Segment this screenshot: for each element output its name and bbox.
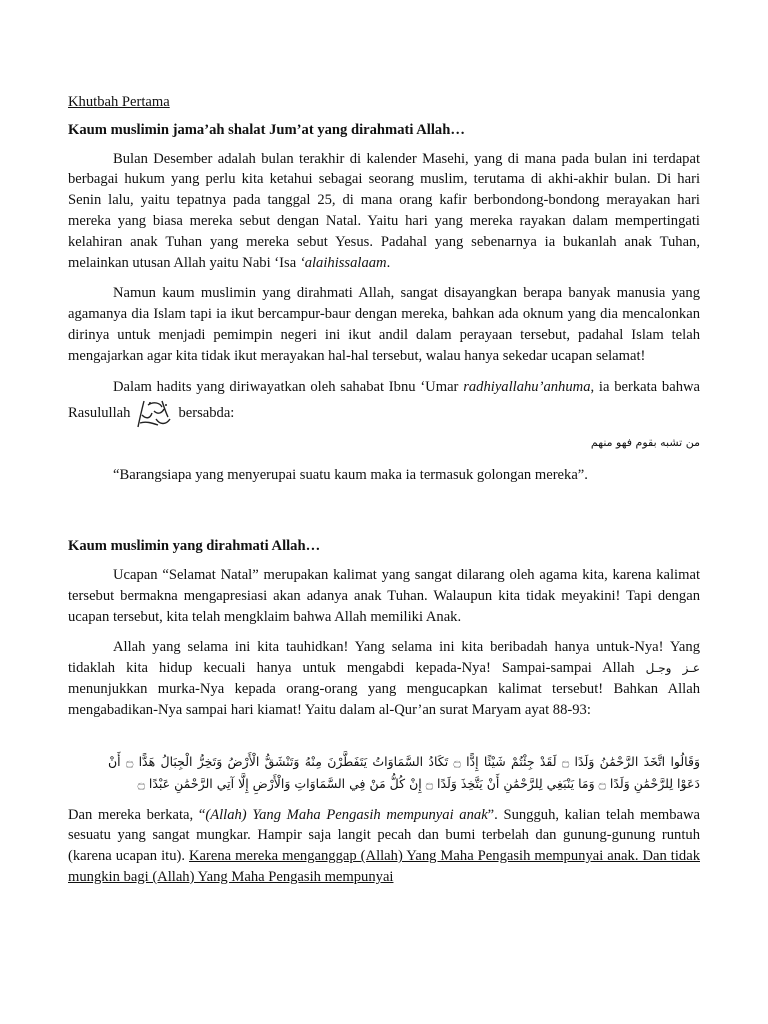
- paragraph-namun: Namun kaum muslimin yang dirahmati Allah, sangat disayangkan berapa banyak manusia yang agamanya dia Islam tapi ia ikut bercampur-baur dengan mereka, bahkan ada oknum yang dia mencalonkan dirinya untuk menjadi pemimpin negeri ini ikut andil dalam perayaan tersebut, padahal Islam telah mengajarkan agar kita tidak ikut merayakan hal-hal tersebut, walau hanya sekedar ucapan selamat!: [68, 285, 700, 364]
- hadith-translation: “Barangsiapa yang menyerupai suatu kaum maka ia termasuk golongan mereka”.: [113, 467, 588, 484]
- paragraph-terjemah: Dan mereka berkata, “(Allah) Yang Maha Pengasih mempunyai anak”. Sungguh, kalian telah membawa sesuatu yang sangat mungkar. Hampir saja langit pecah dan bumi terbelah dan gunung-gunung runtuh (karena ucapan itu). Karena mereka menganggap (Allah) Yang Maha Pengasih mempunyai anak. Dan tidak mungkin bagi (Allah) Yang Maha Pengasih mempunyai: [68, 806, 701, 885]
- hadith-arabic: من تشبه بقوم فهو منهم: [590, 436, 700, 450]
- salawat-calligraphy-icon: [132, 397, 176, 431]
- paragraph-tauhid: Allah yang selama ini kita tauhidkan! Yang selama ini kita beribadah hanya untuk-Nya! Yang tidaklah kita hidup kecuali hanya untuk mengabdi kepada-Nya! Sampai-sampai Allah عـز وجـل menunjukkan murka-Nya kepada orang-orang yang mengucapkan kalimat tersebut! Bahkan Allah mengabadikan-Nya sampai hari kiamat! Yaitu dalam al-Qur’an surat Maryam ayat 88-93:: [68, 639, 700, 718]
- khutbah-title: Khutbah Pertama: [68, 94, 170, 110]
- paragraph-desember: Bulan Desember adalah bulan terakhir di kalender Masehi, yang di mana pada bulan ini terdapat berbagai hukum yang perlu kita ketahui sebagai seorang muslim, terutama di akhi-akhir bulan. Di hari Senin lalu, yaitu tepatnya pada tanggal 25, di mana orang kafir berbondong-bondong merayakan hari mereka yang biasa mereka sebut dengan Natal. Yaitu hari yang mereka rayakan dalam mempertingati kelahiran anak Tuhan yang mereka sebut Yesus. Padahal yang sebenarnya ia bukanlah anak Tuhan, melainkan utusan Allah yaitu Nabi ‘Isa ‘alaihissalaam.: [68, 150, 700, 271]
- heading-jamaah: Kaum muslimin jama’ah shalat Jum’at yang dirahmati Allah…: [68, 121, 465, 138]
- document-body: [68, 92, 700, 888]
- paragraph-hadits-intro: Dalam hadits yang diriwayatkan oleh sahabat Ibnu ‘Umar radhiyallahu’anhuma, ia berkata bahwa Rasulullah bersabda:: [68, 377, 700, 432]
- heading-dirahmati: Kaum muslimin yang dirahmati Allah…: [68, 538, 321, 555]
- quran-verse-maryam: وَقَالُوا اتَّخَذَ الرَّحْمَٰنُ وَلَدًا ۝ لَقَدْ جِئْتُمْ شَيْئًا إِدًّا ۝ تَكَادُ السَّمَاوَاتُ يَتَفَطَّرْنَ مِنْهُ وَتَنْشَقُّ الْأَرْضُ وَتَخِرُّ الْجِبَالُ هَدًّا ۝ أَنْ دَعَوْا لِلرَّحْمَٰنِ وَلَدًا ۝ وَمَا يَنْبَغِي لِلرَّحْمَٰنِ أَنْ يَتَّخِذَ وَلَدًا ۝ إِنْ كُلُّ مَنْ فِي السَّمَاوَاتِ وَالْأَرْضِ إِلَّا آتِي الرَّحْمَٰنِ عَبْدًا ۝: [108, 753, 701, 791]
- paragraph-ucapan: Ucapan “Selamat Natal” merupakan kalimat yang sangat dilarang oleh agama kita, karena kalimat tersebut bermakna mengapresiasi akan adanya anak Tuhan. Walaupun kita tidak meyakini! Tapi dengan ucapan tersebut, kita telah mengklaim bahwa Allah memiliki Anak.: [68, 566, 700, 625]
